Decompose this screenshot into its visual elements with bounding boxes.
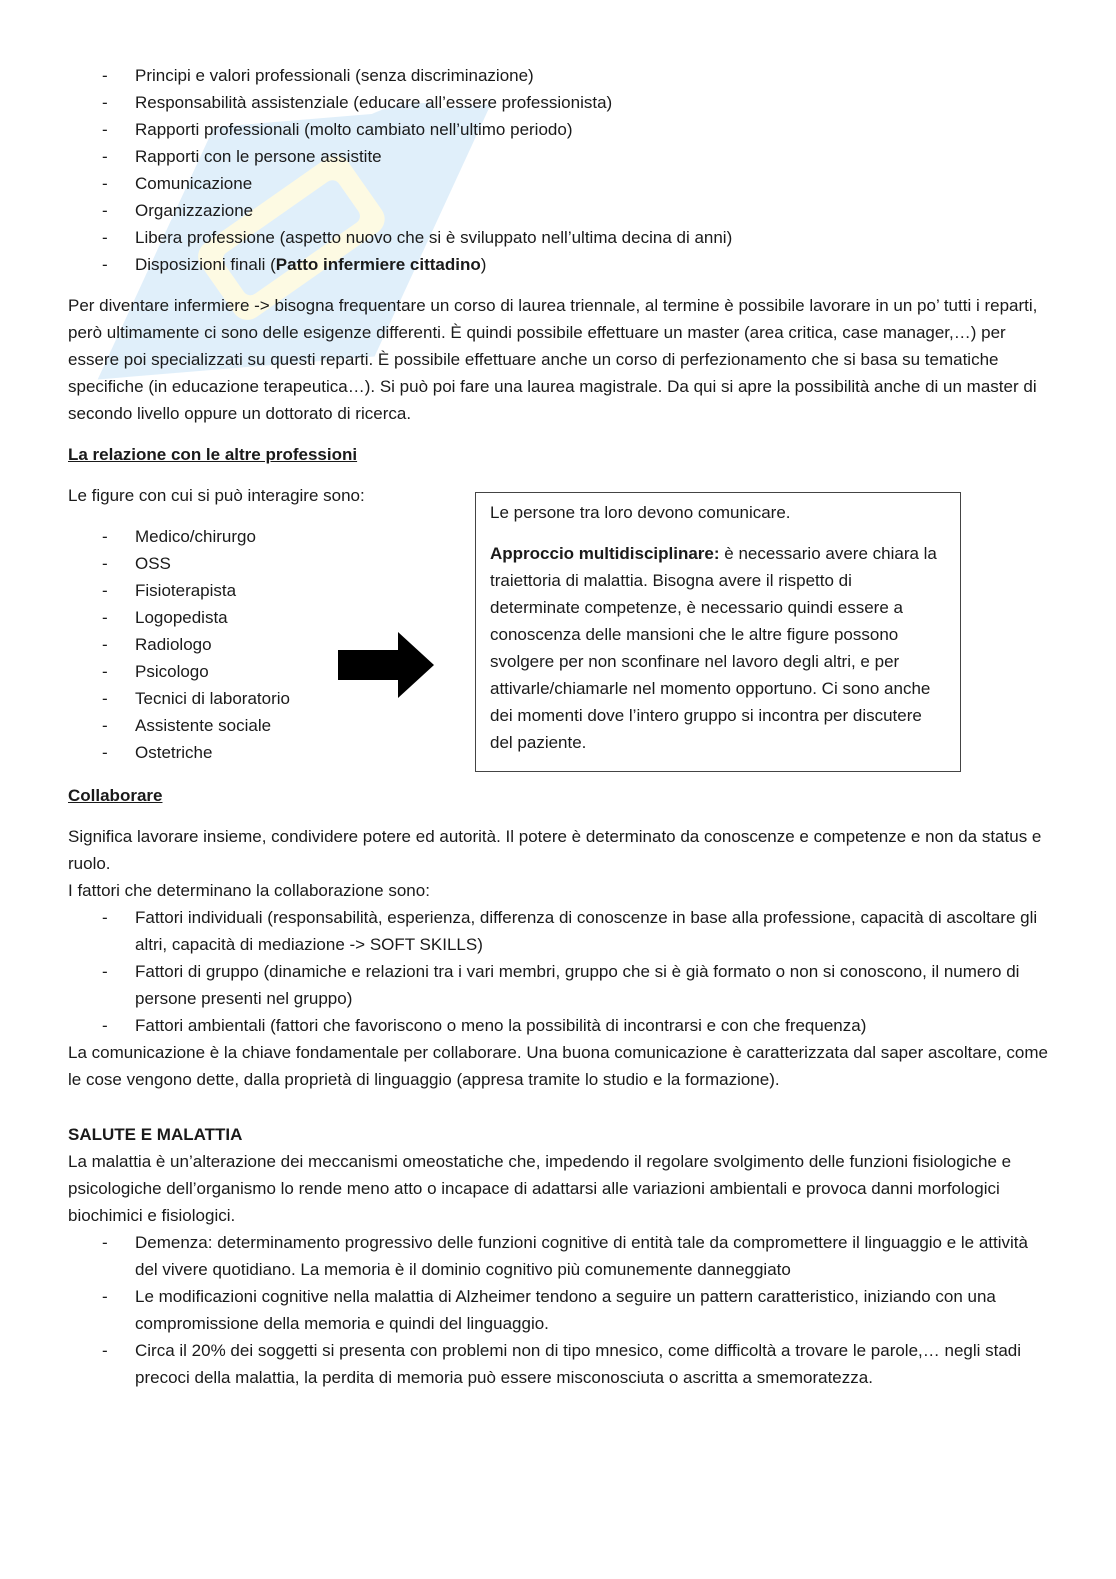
salute-definition: La malattia è un’alterazione dei meccanismi omeostatiche che, impedendo il regolare svolgimento delle funzioni fisiologiche e psicologiche dell’organismo lo rende meno atto o incapace di adattarsi alle variazioni ambientali e provoca danni morfologici biochimici e fisiologici. [68, 1152, 1012, 1225]
list-item: - Le modificazioni cognitive nella malattia di Alzheimer tendono a seguire un pattern caratteristico, iniziando con una compromissione della memoria e quindi del linguaggio. [68, 1283, 1048, 1337]
section-heading-relazione: La relazione con le altre professioni [68, 445, 358, 464]
collaborare-definition: Significa lavorare insieme, condividere potere ed autorità. Il potere è determinato da conoscenze e competenze e non da status e ruolo. [68, 827, 1042, 873]
list-item-bold: Patto infermiere cittadino [275, 255, 481, 274]
list-item: - Radiologo [68, 631, 428, 658]
factors-list [68, 904, 1048, 1039]
section-heading-salute: SALUTE E MALATTIA [68, 1125, 243, 1144]
list-item: - Fisioterapista [68, 577, 428, 604]
list-item: - Logopedista [68, 604, 428, 631]
list-item: - Comunicazione [68, 170, 1048, 197]
list-item: - Organizzazione [68, 197, 1048, 224]
relazione-intro: Le figure con cui si può interagire sono: [68, 486, 365, 505]
box-text: è necessario avere chiara la traiettoria di malattia. Bisogna avere il rispetto di determinate competenze, è necessario quindi essere a conoscenza delle mansioni che le altre figure possono svolgere per non sconfinare nel lavoro degli altri, e per attivarle/chiamarle nel momento opportuno. Ci sono anche dei momenti dove l’intero gruppo si incontra per discutere del paziente. [490, 544, 937, 752]
list-item: - Fattori ambientali (fattori che favoriscono o meno la possibilità di incontrarsi e con che frequenza) [68, 1012, 1048, 1039]
list-item: - Tecnici di laboratorio [68, 685, 428, 712]
salute-points-list [68, 1229, 1048, 1391]
list-item: - Rapporti con le persone assistite [68, 143, 1048, 170]
collaborare-factors-intro: I fattori che determinano la collaborazione sono: [68, 881, 430, 900]
list-item: - Fattori di gruppo (dinamiche e relazioni tra i vari membri, gruppo che si è già formato o non si conoscono, il numero di persone presenti nel gruppo) [68, 958, 1048, 1012]
box-bold-term: Approccio multidisciplinare: [490, 544, 720, 563]
document-page [68, 62, 1048, 1391]
communication-paragraph: La comunicazione è la chiave fondamentale per collaborare. Una buona comunicazione è caratterizzata dal saper ascoltare, come le cose vengono dette, dalla proprietà di linguaggio (appresa tramite lo studio e la formazione). [68, 1043, 1048, 1089]
box-paragraph [490, 540, 946, 756]
list-item-text: ) [480, 255, 487, 274]
list-item: - Libera professione (aspetto nuovo che si è sviluppato nell’ultima decina di anni) [68, 224, 1048, 251]
list-item: - Rapporti professionali (molto cambiato nell’ultimo periodo) [68, 116, 1048, 143]
section-heading-collaborare: Collaborare [68, 786, 163, 805]
list-item [68, 251, 1048, 278]
list-item: - Circa il 20% dei soggetti si presenta con problemi non di tipo mnesico, come difficoltà a trovare le parole,… negli stadi precoci della malattia, la perdita di memoria può essere misconosciuta o ascritta a smemoratezza. [68, 1337, 1048, 1391]
multidisciplinary-box [475, 492, 961, 772]
arrow-right-icon [338, 632, 434, 698]
intro-list [68, 62, 1048, 278]
list-item: - Demenza: determinamento progressivo delle funzioni cognitive di entità tale da compromettere il linguaggio e le attività del vivere quotidiano. La memoria è il dominio cognitivo più comunemente danneggiato [68, 1229, 1048, 1283]
list-item: - Responsabilità assistenziale (educare all’essere professionista) [68, 89, 1048, 116]
list-item: - OSS [68, 550, 428, 577]
list-item-text: Disposizioni finali ( [135, 255, 276, 274]
list-item: - Assistente sociale [68, 712, 428, 739]
list-item: - Psicologo [68, 658, 428, 685]
list-item: - Principi e valori professionali (senza discriminazione) [68, 62, 1048, 89]
career-paragraph: Per diventare infermiere -> bisogna frequentare un corso di laurea triennale, al termine è possibile lavorare in un po’ tutti i reparti, però ultimamente ci sono delle esigenze differenti. È quindi possibile effettuare un master (area critica, case manager,…) per essere poi specializzati su questi reparti. È possibile effettuare anche un corso di perfezionamento che si basa su tematiche specifiche (in educazione terapeutica…). Si può poi fare una laurea magistrale. Da qui si apre la possibilità anche di un master di secondo livello oppure un dottorato di ricerca. [68, 296, 1038, 423]
box-line: Le persone tra loro devono comunicare. [490, 503, 791, 522]
list-item: - Ostetriche [68, 739, 428, 766]
list-item: - Fattori individuali (responsabilità, esperienza, differenza di conoscenze in base alla professione, capacità di ascoltare gli altri, capacità di mediazione -> SOFT SKILLS) [68, 904, 1048, 958]
relazione-left [68, 482, 428, 766]
relazione-section [68, 482, 1048, 782]
list-item: - Medico/chirurgo [68, 523, 428, 550]
